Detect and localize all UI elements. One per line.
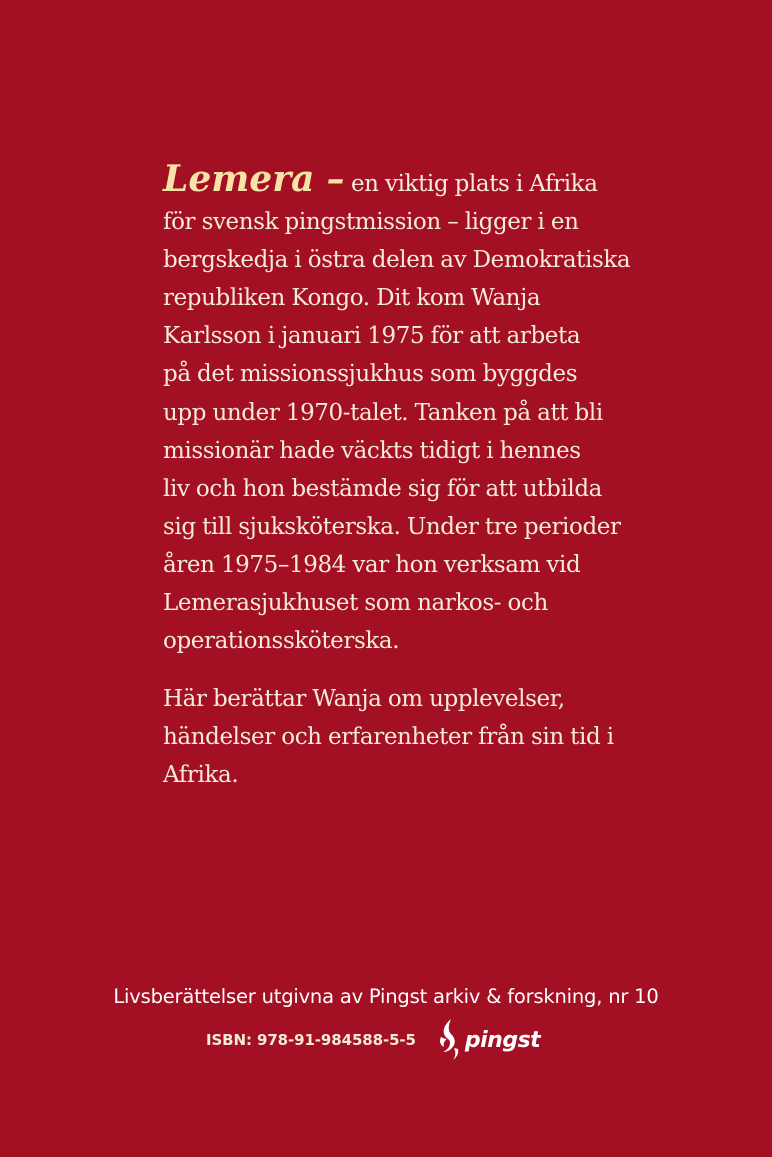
blurb-line: missionär hade väckts tidigt i hennes bbox=[163, 437, 581, 464]
blurb-line-1 bbox=[163, 160, 663, 203]
blurb-line: operationssköterska. bbox=[163, 628, 400, 655]
series-title: Livsberättelser utgivna av Pingst arkiv & forskning, nr 10 bbox=[113, 985, 659, 1008]
isbn-row bbox=[206, 1018, 540, 1062]
blurb-paragraph-2 bbox=[163, 680, 663, 794]
flame-dove-icon bbox=[438, 1018, 462, 1062]
blurb-paragraph-1 bbox=[163, 160, 663, 660]
blurb-line: Lemerasjukhuset som narkos- och bbox=[163, 590, 548, 617]
blurb-line: republiken Kongo. Dit kom Wanja bbox=[163, 285, 541, 312]
blurb-line: bergskedja i östra delen av Demokratiska bbox=[163, 247, 631, 274]
blurb-line-1-rest: en viktig plats i Afrika bbox=[350, 171, 598, 197]
blurb-line: upp under 1970-talet. Tanken på att bli bbox=[163, 399, 603, 426]
blurb-line: sig till sjuksköterska. Under tre perioder bbox=[163, 513, 621, 540]
lead-word: Lemera – bbox=[163, 158, 345, 200]
blurb-line: för svensk pingstmission – ligger i en bbox=[163, 209, 579, 236]
back-cover-blurb bbox=[163, 160, 663, 795]
pingst-logo-text: pingst bbox=[464, 1027, 541, 1053]
blurb-line: Afrika. bbox=[163, 762, 239, 789]
blurb-line: Här berättar Wanja om upplevelser, bbox=[163, 686, 565, 713]
isbn-number: ISBN: 978-91-984588-5-5 bbox=[206, 1031, 416, 1049]
blurb-line: Karlsson i januari 1975 för att arbeta bbox=[163, 323, 581, 350]
blurb-line: på det missionssjukhus som byggdes bbox=[163, 361, 578, 388]
pingst-logo bbox=[438, 1018, 540, 1062]
blurb-line: händelser och erfarenheter från sin tid i bbox=[163, 724, 614, 751]
blurb-line: åren 1975–1984 var hon verksam vid bbox=[163, 551, 581, 578]
blurb-line: liv och hon bestämde sig för att utbilda bbox=[163, 475, 602, 502]
